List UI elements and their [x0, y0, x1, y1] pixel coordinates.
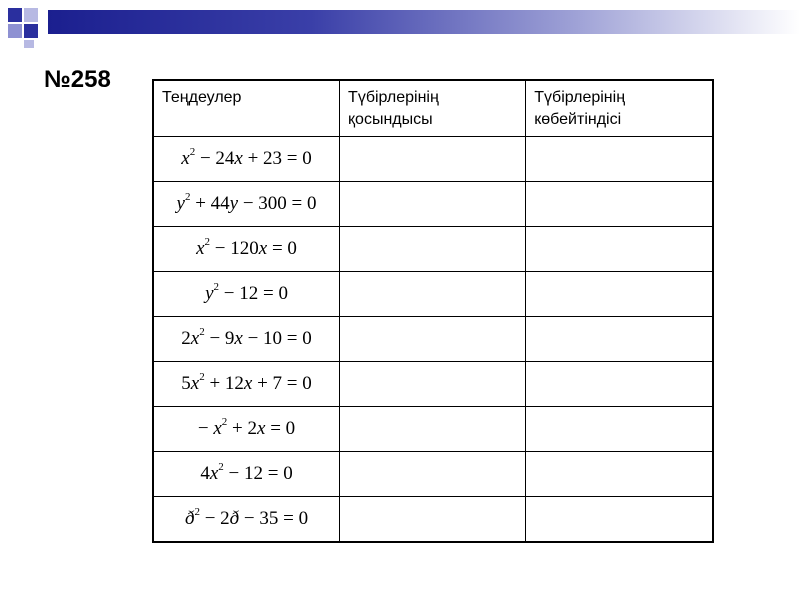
- product-cell[interactable]: [526, 452, 713, 497]
- equation-cell: $y^2 - 12 = 0$: [153, 272, 340, 317]
- table-row: [153, 452, 713, 497]
- product-cell[interactable]: [526, 272, 713, 317]
- product-cell[interactable]: [526, 182, 713, 227]
- equation-cell: − $x^2 + 2x = 0$: [153, 407, 340, 452]
- equation-cell: $y^2 + 44y - 300 = 0$: [153, 182, 340, 227]
- decor-square: [8, 24, 22, 38]
- product-cell[interactable]: [526, 407, 713, 452]
- product-cell[interactable]: [526, 227, 713, 272]
- sum-cell[interactable]: [340, 317, 526, 362]
- equation-cell: $5x^2 + 12x + 7 = 0$: [153, 362, 340, 407]
- table-row: [153, 362, 713, 407]
- product-cell[interactable]: [526, 362, 713, 407]
- equation-cell: $4x^2 - 12 = 0$: [153, 452, 340, 497]
- table-header-row: [153, 80, 713, 137]
- product-cell[interactable]: [526, 497, 713, 542]
- sum-cell[interactable]: [340, 407, 526, 452]
- sum-cell[interactable]: [340, 137, 526, 182]
- header-gradient-band: [48, 10, 800, 34]
- slide-title: №258: [44, 66, 111, 93]
- table-row: [153, 227, 713, 272]
- header-roots-product: Түбірлерінің көбейтіндісі: [526, 80, 713, 137]
- table-row: [153, 272, 713, 317]
- decor-square: [24, 24, 38, 38]
- sum-cell[interactable]: [340, 227, 526, 272]
- product-cell[interactable]: [526, 317, 713, 362]
- decor-square: [8, 8, 22, 22]
- equation-cell: $x^2 - 24x + 23 = 0$: [153, 137, 340, 182]
- table-row: [153, 137, 713, 182]
- decor-square: [24, 40, 34, 48]
- sum-cell[interactable]: [340, 272, 526, 317]
- table-row: [153, 317, 713, 362]
- equation-cell: $ð^2$ − 2ð − 35 = 0: [153, 497, 340, 542]
- sum-cell[interactable]: [340, 182, 526, 227]
- table-row: [153, 497, 713, 542]
- product-cell[interactable]: [526, 137, 713, 182]
- decor-square: [24, 8, 38, 22]
- equations-table: [152, 79, 714, 543]
- table-row: [153, 407, 713, 452]
- sum-cell[interactable]: [340, 452, 526, 497]
- equation-cell: $2x^2 - 9x - 10 = 0$: [153, 317, 340, 362]
- table-row: [153, 182, 713, 227]
- sum-cell[interactable]: [340, 497, 526, 542]
- equation-cell: $x^2 - 120x = 0$: [153, 227, 340, 272]
- sum-cell[interactable]: [340, 362, 526, 407]
- header-roots-sum: Түбірлерінің қосындысы: [340, 80, 526, 137]
- header-equations: Теңдеулер: [153, 80, 340, 137]
